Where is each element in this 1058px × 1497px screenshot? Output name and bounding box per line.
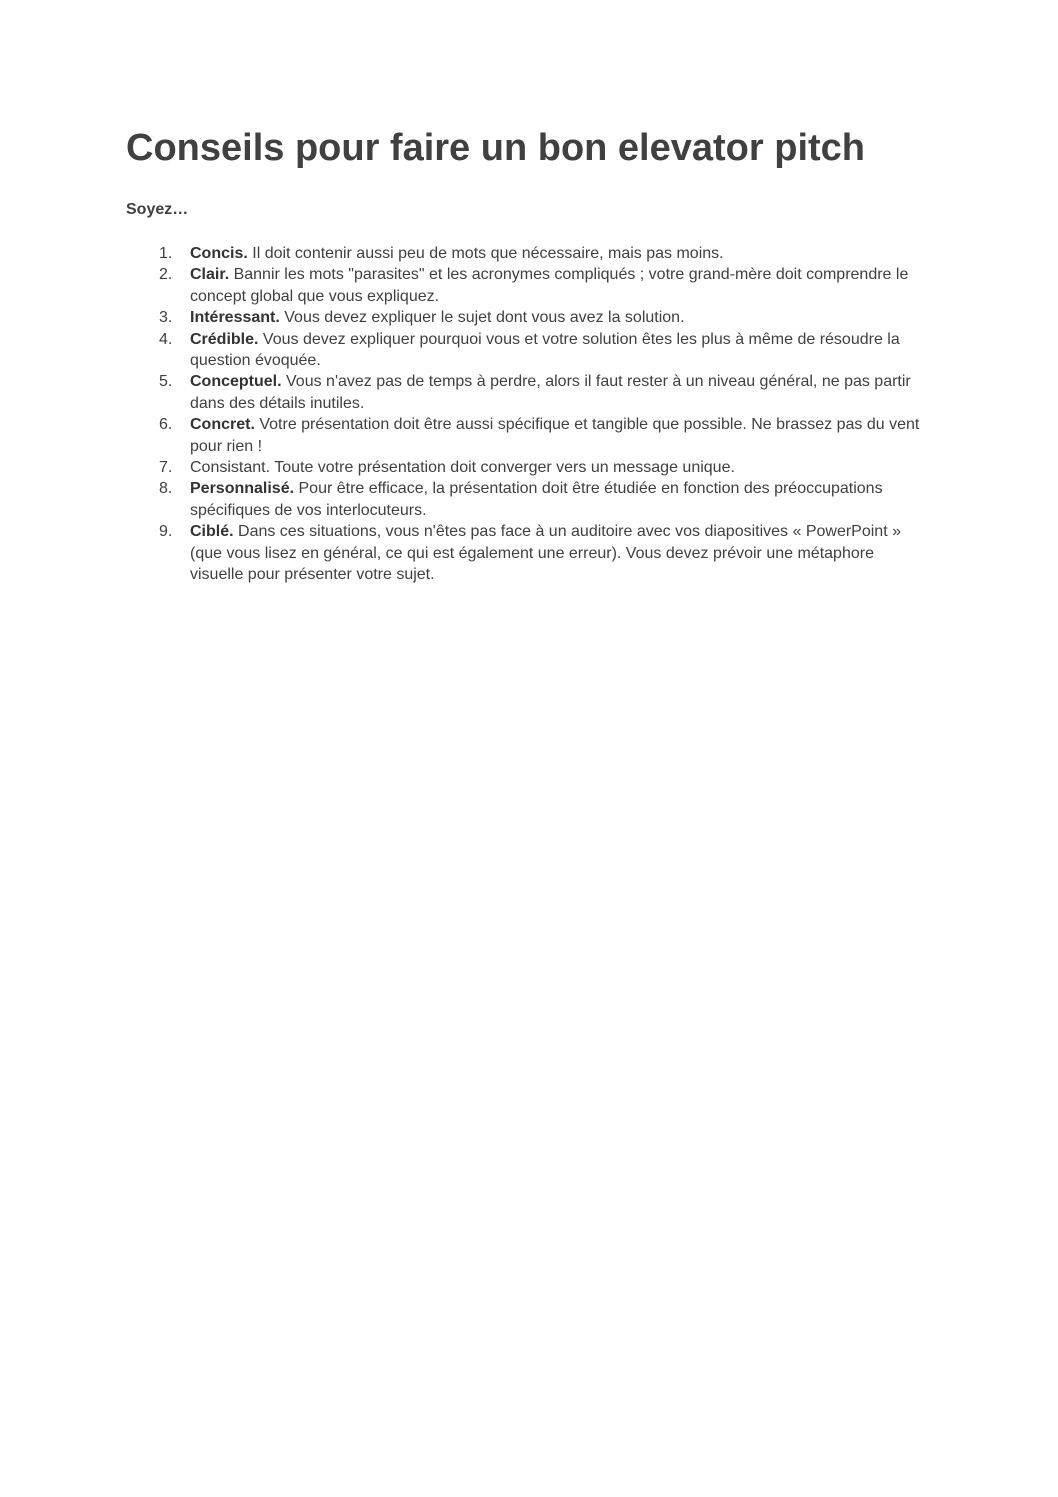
tip-number: 7. <box>159 459 173 477</box>
tip-term: Clair. <box>190 266 230 284</box>
tip-item-2 <box>126 264 926 307</box>
tip-item-9 <box>126 521 926 585</box>
tip-text: Dans ces situations, vous n'êtes pas face à un auditoire avec vos diapositives « PowerPoint » (que vous lisez en général, ce qui est également une erreur). Vous devez prévoir une métaphore visuelle pour présenter votre sujet. <box>190 523 901 584</box>
tip-text: Vous devez expliquer le sujet dont vous avez la solution. <box>279 309 685 327</box>
tip-item-3 <box>126 307 926 328</box>
tip-number: 8. <box>159 480 173 498</box>
tip-text: Pour être efficace, la présentation doit être étudiée en fonction des préoccupations spécifiques de vos interlocuteurs. <box>190 480 883 519</box>
tip-number: 1. <box>159 245 173 262</box>
tips-list <box>126 243 926 586</box>
intro-text: Soyez… <box>126 201 189 218</box>
tip-text: Votre présentation doit être aussi spécifique et tangible que possible. Ne brassez pas du vent pour rien ! <box>190 416 920 455</box>
tip-text: Vous devez expliquer pourquoi vous et votre solution êtes les plus à même de résoudre la question évoquée. <box>190 330 900 370</box>
tip-number: 3. <box>159 309 173 327</box>
tip-number: 6. <box>159 416 173 434</box>
tip-item-7 <box>126 457 926 478</box>
tip-term: Personnalisé. <box>190 480 295 498</box>
tip-item-8 <box>126 478 926 521</box>
tip-number: 2. <box>159 266 173 284</box>
tip-item-1 <box>126 243 926 264</box>
tip-term: Conceptuel. <box>190 373 282 391</box>
tip-term: Concret. <box>190 416 255 434</box>
tip-item-4 <box>126 329 926 372</box>
tip-text: Vous n'avez pas de temps à perdre, alors il faut rester à un niveau général, ne pas partir dans des détails inutiles. <box>190 373 911 412</box>
tip-text: Bannir les mots "parasites" et les acronymes compliqués ; votre grand-mère doit comprendre le concept global que vous expliquez. <box>190 266 909 305</box>
tip-term: Crédible. <box>190 330 259 348</box>
tip-number: 4. <box>159 330 173 348</box>
tip-text: Consistant. Toute votre présentation doit converger vers un message unique. <box>190 459 735 477</box>
page-title: Conseils pour faire un bon elevator pitch <box>126 127 865 169</box>
tip-number: 9. <box>159 523 173 541</box>
tip-term: Intéressant. <box>190 309 280 327</box>
tip-item-6 <box>126 414 926 457</box>
tip-number: 5. <box>159 373 173 391</box>
tip-text: Il doit contenir aussi peu de mots que nécessaire, mais pas moins. <box>247 245 724 262</box>
tip-term: Concis. <box>190 245 248 262</box>
tip-term: Ciblé. <box>190 523 234 541</box>
tip-item-5 <box>126 371 926 414</box>
